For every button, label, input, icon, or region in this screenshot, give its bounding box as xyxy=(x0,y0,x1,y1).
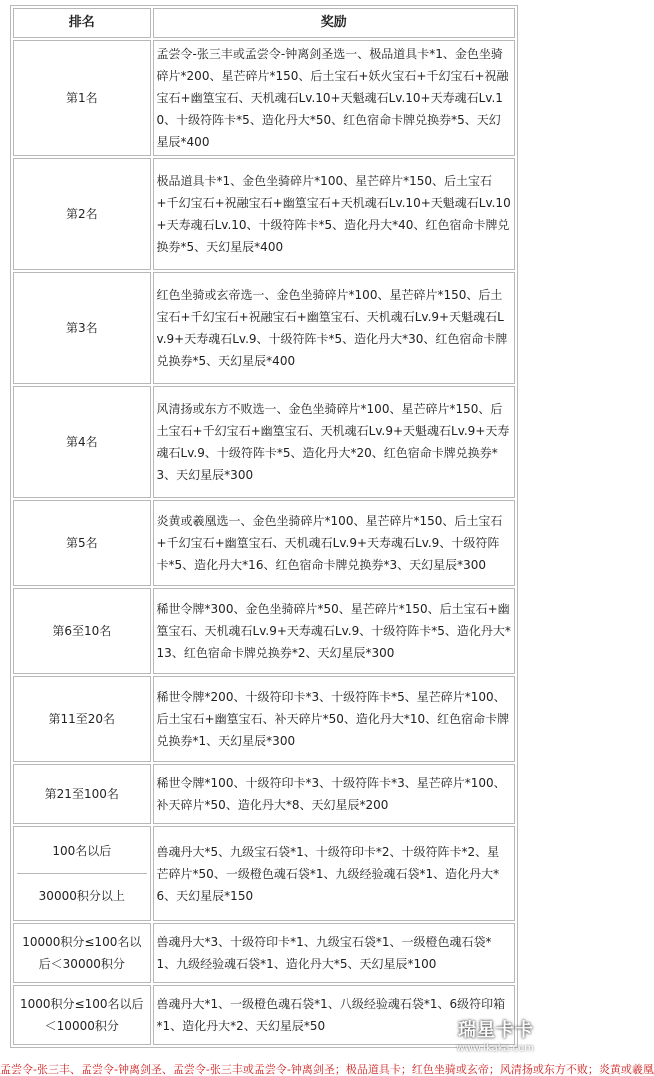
rank-cell: 第5名 xyxy=(13,500,151,586)
reward-cell: 兽魂丹大*3、十级符印卡*1、九级宝石袋*1、一级橙色魂石袋*1、九级经验魂石袋*1、造化丹大*5、天幻星辰*100 xyxy=(153,923,515,983)
rank-cell: 第3名 xyxy=(13,272,151,384)
rank-cell: 第2名 xyxy=(13,158,151,270)
rank-cell: 10000积分≤100名以后＜30000积分 xyxy=(13,923,151,983)
table-row xyxy=(13,764,515,824)
table-row xyxy=(13,500,515,586)
table-row xyxy=(13,40,515,156)
rank-cell: 第4名 xyxy=(13,386,151,498)
rank-cell-split xyxy=(13,826,151,921)
reward-cell: 孟尝令-张三丰或孟尝令-钟离剑圣选一、极品道具卡*1、金色坐骑碎片*200、星芒碎片*150、后土宝石+妖火宝石+千幻宝石+祝融宝石+幽篁宝石、天机魂石Lv.10+天魁魂石Lv.10+天寿魂石Lv.10、十级符阵卡*5、造化丹大*50、红色宿命卡牌兑换券*5、天幻星辰*400 xyxy=(153,40,515,156)
reward-cell: 兽魂丹大*5、九级宝石袋*1、十级符印卡*2、十级符阵卡*2、星芒碎片*50、一级橙色魂石袋*1、九级经验魂石袋*1、造化丹大*6、天幻星辰*150 xyxy=(153,826,515,921)
reward-cell: 炎黄或羲凰选一、金色坐骑碎片*100、星芒碎片*150、后土宝石+千幻宝石+幽篁宝石、天机魂石Lv.9+天寿魂石Lv.9、十级符阵卡*5、造化丹大*16、红色宿命卡牌兑换券*3、天幻星辰*300 xyxy=(153,500,515,586)
table-row xyxy=(13,923,515,983)
rank-condition-top: 100名以后 xyxy=(17,829,147,874)
reward-cell: 稀世令牌*200、十级符印卡*3、十级符阵卡*5、星芒碎片*100、后土宝石+幽篁宝石、补天碎片*50、造化丹大*10、红色宿命卡牌兑换券*1、天幻星辰*300 xyxy=(153,676,515,762)
watermark-logo-text: 瑞星卡卡 xyxy=(458,1020,534,1041)
reward-cell: 稀世令牌*100、十级符印卡*3、十级符阵卡*3、星芒碎片*100、补天碎片*50、造化丹大*8、天幻星辰*200 xyxy=(153,764,515,824)
reward-cell: 兽魂丹大*1、一级橙色魂石袋*1、八级经验魂石袋*1、6级符印箱*1、造化丹大*2、天幻星辰*50 xyxy=(153,985,515,1045)
table-row xyxy=(13,826,515,921)
header-rank: 排名 xyxy=(13,8,151,38)
watermark-url: www.ikaka.com xyxy=(456,1043,534,1054)
table-header-row xyxy=(13,8,515,38)
table-row xyxy=(13,588,515,674)
rank-cell: 第1名 xyxy=(13,40,151,156)
reward-cell: 红色坐骑或玄帝选一、金色坐骑碎片*100、星芒碎片*150、后土宝石+千幻宝石+祝融宝石+幽篁宝石、天机魂石Lv.9+天魁魂石Lv.9+天寿魂石Lv.9、十级符阵卡*5、造化丹大*30、红色宿命卡牌兑换券*5、天幻星辰*400 xyxy=(153,272,515,384)
table-row xyxy=(13,272,515,384)
table-row xyxy=(13,386,515,498)
table-row xyxy=(13,985,515,1045)
rank-cell: 1000积分≤100名以后＜10000积分 xyxy=(13,985,151,1045)
table-row xyxy=(13,676,515,762)
header-reward: 奖励 xyxy=(153,8,515,38)
ranking-reward-table xyxy=(10,5,518,1048)
table-row xyxy=(13,158,515,270)
rank-cell: 第21至100名 xyxy=(13,764,151,824)
rank-condition-bottom: 30000积分以上 xyxy=(38,889,125,903)
reward-cell: 极品道具卡*1、金色坐骑碎片*100、星芒碎片*150、后土宝石+千幻宝石+祝融宝石+幽篁宝石+天机魂石Lv.10+天魁魂石Lv.10+天寿魂石Lv.10、十级符阵卡*5、造化丹大*40、红色宿命卡牌兑换券*5、天幻星辰*400 xyxy=(153,158,515,270)
rank-cell: 第6至10名 xyxy=(13,588,151,674)
reward-cell: 风清扬或东方不败选一、金色坐骑碎片*100、星芒碎片*150、后土宝石+千幻宝石+幽篁宝石、天机魂石Lv.9+天魁魂石Lv.9+天寿魂石Lv.9、十级符阵卡*5、造化丹大*20、红色宿命卡牌兑换券*3、天幻星辰*300 xyxy=(153,386,515,498)
reward-cell: 稀世令牌*300、金色坐骑碎片*50、星芒碎片*150、后土宝石+幽篁宝石、天机魂石Lv.9+天寿魂石Lv.9、十级符阵卡*5、造化丹大*13、红色宿命卡牌兑换券*2、天幻星辰*300 xyxy=(153,588,515,674)
footer-note: 孟尝令-张三丰、孟尝令-钟离剑圣、孟尝令-张三丰或孟尝令-钟离剑圣；极品道具卡；红色坐骑或玄帝；风清扬或东方不败；炎黄或羲凰 xyxy=(0,1063,654,1076)
rank-cell: 第11至20名 xyxy=(13,676,151,762)
